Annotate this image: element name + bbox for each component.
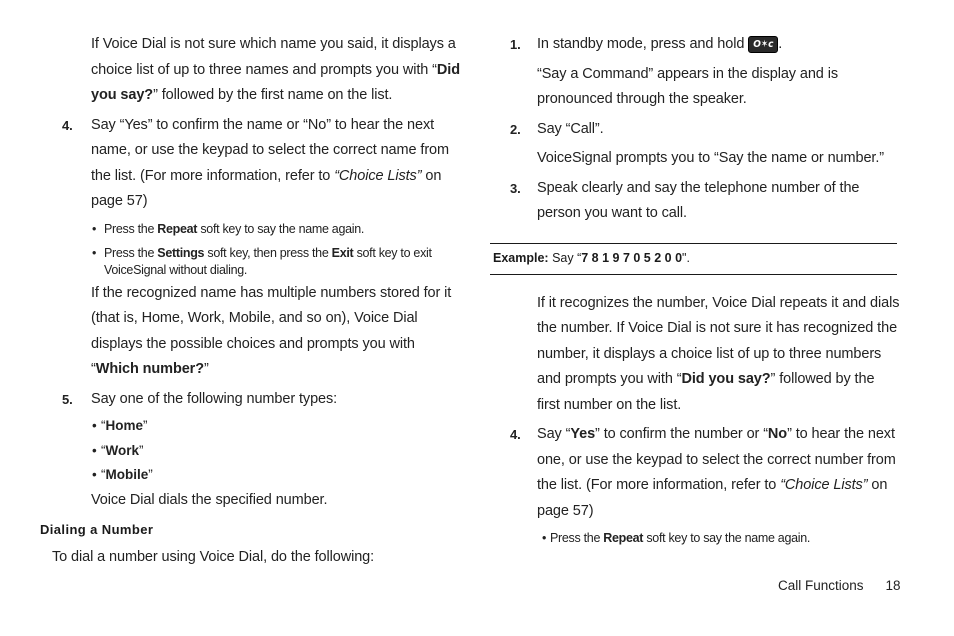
footer-section-title: Call Functions [778,578,864,593]
step-4-right: 4. Say “Yes” to confirm the number or “No” to hear the next one, or use the keypad to select the correct number from the list. (For more information, refer to “Choice Lists” on page 57) [490,422,900,524]
text: Speak clearly and say the telephone number of the person you want to call. [537,179,860,221]
step-number: 4. [62,117,73,133]
bullet-settings [40,245,460,279]
page-footer [778,578,901,593]
prompt-did-you-say: Did you say? [681,371,771,387]
text: soft key, then press the [204,245,332,260]
softkey-exit: Exit [331,245,354,260]
number-type-list [40,414,460,488]
voice-key-icon: O✶c [748,36,778,53]
step-number: 2. [510,121,521,137]
paragraph-dials: Voice Dial dials the specified number. [91,491,328,508]
word-yes: Yes [570,426,596,442]
bullet-repeat-right [490,530,900,547]
step-number: 1. [510,37,521,52]
paragraph-multiple-numbers [40,281,460,383]
step-1: 1. In standby mode, press and hold O✶c . [490,32,900,58]
link-choice-lists[interactable]: “Choice Lists” [334,167,422,184]
text: ” followed by the first name on the list. [153,87,393,103]
text: ” followed by the first number on the list. [537,371,875,413]
softkey-settings: Settings [157,245,205,260]
number-type-work: • “Work” [40,439,460,464]
text: Press the [104,221,158,236]
step-3 [490,176,900,227]
example-box: Example: Say “7 8 1 9 7 0 5 2 0 0". [490,243,897,275]
type-label: Mobile [105,467,149,482]
prompt-did-you-say: Did you say? [91,61,460,103]
text: If the recognized name has multiple numbers stored for it (that is, Home, Work, Mobile, and so on), Voice Dial displays the possible choices and prompts you with “ [91,284,452,377]
word-no: No [767,426,788,442]
softkey-repeat: Repeat [603,531,644,545]
right-column [490,32,900,547]
text: Say one of the following number types: [91,390,338,407]
number-type-mobile: • “Mobile” [40,463,460,488]
text: on page 57) [91,167,442,209]
text: In standby mode, press and hold [537,36,745,52]
paragraph-choice-list [40,32,460,109]
step-4 [40,113,460,215]
text: If Voice Dial is not sure which name you said, it displays a choice list of up to three names and prompts you with “ [91,36,456,78]
paragraph-voicesignal-prompt: VoiceSignal prompts you to “Say the name or number.” [537,150,885,166]
paragraph-recognize-number [490,291,900,419]
type-label: Home [105,418,144,433]
softkey-repeat: Repeat [157,221,198,236]
text: Press the [104,245,158,260]
step-5 [40,387,460,413]
prompt-which-number: Which number? [95,361,204,377]
text: soft key to say the name again. [643,531,811,545]
text: soft key to say the name again. [197,221,365,236]
page-number: 18 [885,578,901,593]
text: Press the [550,531,604,545]
section-intro: To dial a number using Voice Dial, do the following: [52,549,375,565]
paragraph-say-command: “Say a Command” appears in the display and is pronounced through the speaker. [537,65,838,107]
text: ” [204,361,209,377]
example-label: Example: [493,250,549,265]
number-type-home: • “Home” [40,414,460,439]
link-choice-lists[interactable]: “Choice Lists” [780,477,868,493]
step-number: 5. [62,391,73,407]
type-label: Work [105,442,140,458]
text: Say “Yes” to confirm the name or “No” to hear the next name, or use the keypad to select the correct name from the list. (For more information, refer to [91,116,449,184]
step-2 [490,117,900,143]
text: If it recognizes the number, Voice Dial repeats it and dials the number. If Voice Dial is not sure it has recognized the number, it displays a choice list of up to three numbers and prompts you with “ [537,294,900,387]
step-number: 4. [510,427,521,442]
text: soft key to exit VoiceSignal without dialing. [104,245,432,277]
left-column [40,32,460,571]
example-number: 7 8 1 9 7 0 5 2 0 0 [581,250,683,265]
text: Say “Call”. [537,120,604,137]
section-heading: Dialing a Number [40,522,154,537]
bullet-repeat [40,221,460,238]
step-number: 3. [510,180,521,196]
